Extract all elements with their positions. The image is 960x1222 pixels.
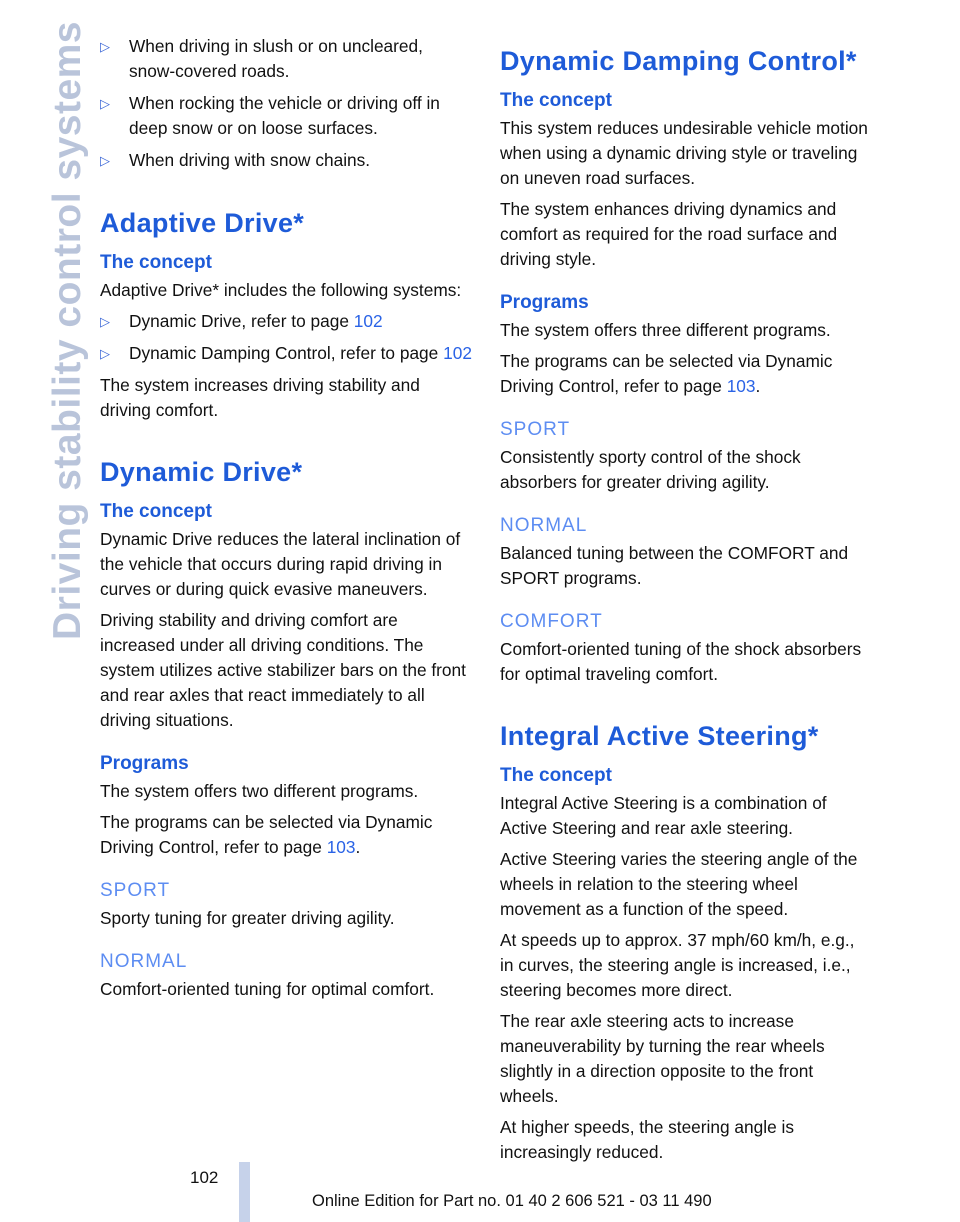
dynamic-drive-paragraph: Dynamic Drive reduces the lateral inclination of the vehicle that occurs during rapid driving in curves or during quick evasive maneuvers. [100, 529, 461, 599]
dynamic-drive-programs-heading: Programs [100, 753, 189, 774]
programs-ref-text: The programs can be selected via Dynamic Driving Control, refer to page [500, 351, 833, 396]
ddc-title: Dynamic Damping Control* [500, 46, 857, 76]
list-item-text: When driving with snow chains. [129, 150, 371, 170]
triangle-bullet-icon: ▷ [100, 314, 110, 329]
dynamic-drive-programs-count: The system offers two different programs. [100, 781, 419, 801]
list-item-text: Dynamic Drive, refer to page [129, 311, 354, 331]
list-item [100, 91, 472, 141]
programs-ref-end: . [355, 837, 361, 857]
ddc-paragraph: The system enhances driving dynamics and comfort as required for the road surface and driving style. [500, 199, 838, 269]
dynamic-drive-paragraph: Driving stability and driving comfort are increased under all driving conditions. The system utilizes active stabilizer bars on the front and rear axles that react immediately to all driving situations. [100, 610, 466, 730]
dynamic-drive-sport-text: Sporty tuning for greater driving agility. [100, 908, 395, 928]
ias-title: Integral Active Steering* [500, 721, 819, 751]
dynamic-drive-programs-ref [100, 810, 472, 860]
list-item-text: Dynamic Damping Control, refer to page [129, 343, 444, 363]
ddc-comfort-text: Comfort-oriented tuning of the shock absorbers for optimal traveling comfort. [500, 639, 862, 684]
ddc-normal-heading: NORMAL [500, 515, 588, 536]
footer-edition-text: Online Edition for Part no. 01 40 2 606 521 - 03 11 490 [312, 1192, 712, 1210]
programs-ref-text: The programs can be selected via Dynamic Driving Control, refer to page [100, 812, 433, 857]
page-link-103[interactable]: 103 [726, 376, 756, 396]
programs-ref-end: . [755, 376, 761, 396]
ddc-programs-heading: Programs [500, 292, 589, 313]
triangle-bullet-icon: ▷ [100, 39, 110, 54]
ddc-programs-count: The system offers three different programs. [500, 320, 831, 340]
footer-accent-bar [239, 1162, 250, 1222]
adaptive-drive-title: Adaptive Drive* [100, 208, 305, 238]
ias-paragraph: Integral Active Steering is a combination of Active Steering and rear axle steering. [500, 793, 827, 838]
side-chapter-title: Driving stability control systems [46, 20, 89, 640]
page-link-102[interactable]: 102 [443, 343, 472, 363]
triangle-bullet-icon: ▷ [100, 153, 110, 168]
page-link-103[interactable]: 103 [326, 837, 356, 857]
ddc-comfort-heading: COMFORT [500, 611, 603, 632]
ddc-paragraph: This system reduces undesirable vehicle motion when using a dynamic driving style or traveling on uneven road surfaces. [500, 118, 868, 188]
ias-paragraph: The rear axle steering acts to increase maneuverability by turning the rear wheels slightly in a direction opposite to the front wheels. [500, 1011, 825, 1106]
dynamic-drive-concept-heading: The concept [100, 501, 212, 522]
ddc-concept-heading: The concept [500, 90, 612, 111]
dynamic-drive-normal-heading: NORMAL [100, 951, 188, 972]
ddc-normal-text: Balanced tuning between the COMFORT and SPORT programs. [500, 543, 849, 588]
ias-paragraph: Active Steering varies the steering angle of the wheels in relation to the steering wheel movement as a function of the speed. [500, 849, 858, 919]
triangle-bullet-icon: ▷ [100, 346, 110, 361]
page-link-102[interactable]: 102 [353, 311, 383, 331]
list-item [100, 309, 472, 334]
ddc-sport-text: Consistently sporty control of the shock absorbers for greater driving agility. [500, 447, 801, 492]
dynamic-drive-sport-heading: SPORT [100, 880, 171, 901]
left-column [100, 34, 472, 1008]
ddc-programs-ref [500, 349, 872, 399]
list-item-text: When rocking the vehicle or driving off in deep snow or on loose surfaces. [129, 93, 440, 138]
dynamic-drive-normal-text: Comfort-oriented tuning for optimal comfort. [100, 979, 435, 999]
adaptive-concept-heading: The concept [100, 252, 212, 273]
dynamic-drive-title: Dynamic Drive* [100, 457, 303, 487]
page-number: 102 [190, 1168, 219, 1187]
triangle-bullet-icon: ▷ [100, 96, 110, 111]
ias-concept-heading: The concept [500, 765, 612, 786]
list-item [100, 341, 472, 366]
adaptive-outro: The system increases driving stability and driving comfort. [100, 375, 420, 420]
list-item [100, 34, 472, 84]
list-item-text: When driving in slush or on uncleared, snow-covered roads. [129, 36, 423, 81]
ias-paragraph: At speeds up to approx. 37 mph/60 km/h, e.g., in curves, the steering angle is increased, i.e., steering becomes more direct. [500, 930, 855, 1000]
right-column [500, 44, 872, 1171]
ddc-sport-heading: SPORT [500, 419, 571, 440]
list-item [100, 148, 472, 173]
ias-paragraph: At higher speeds, the steering angle is increasingly reduced. [500, 1117, 794, 1162]
adaptive-intro: Adaptive Drive* includes the following systems: [100, 280, 462, 300]
